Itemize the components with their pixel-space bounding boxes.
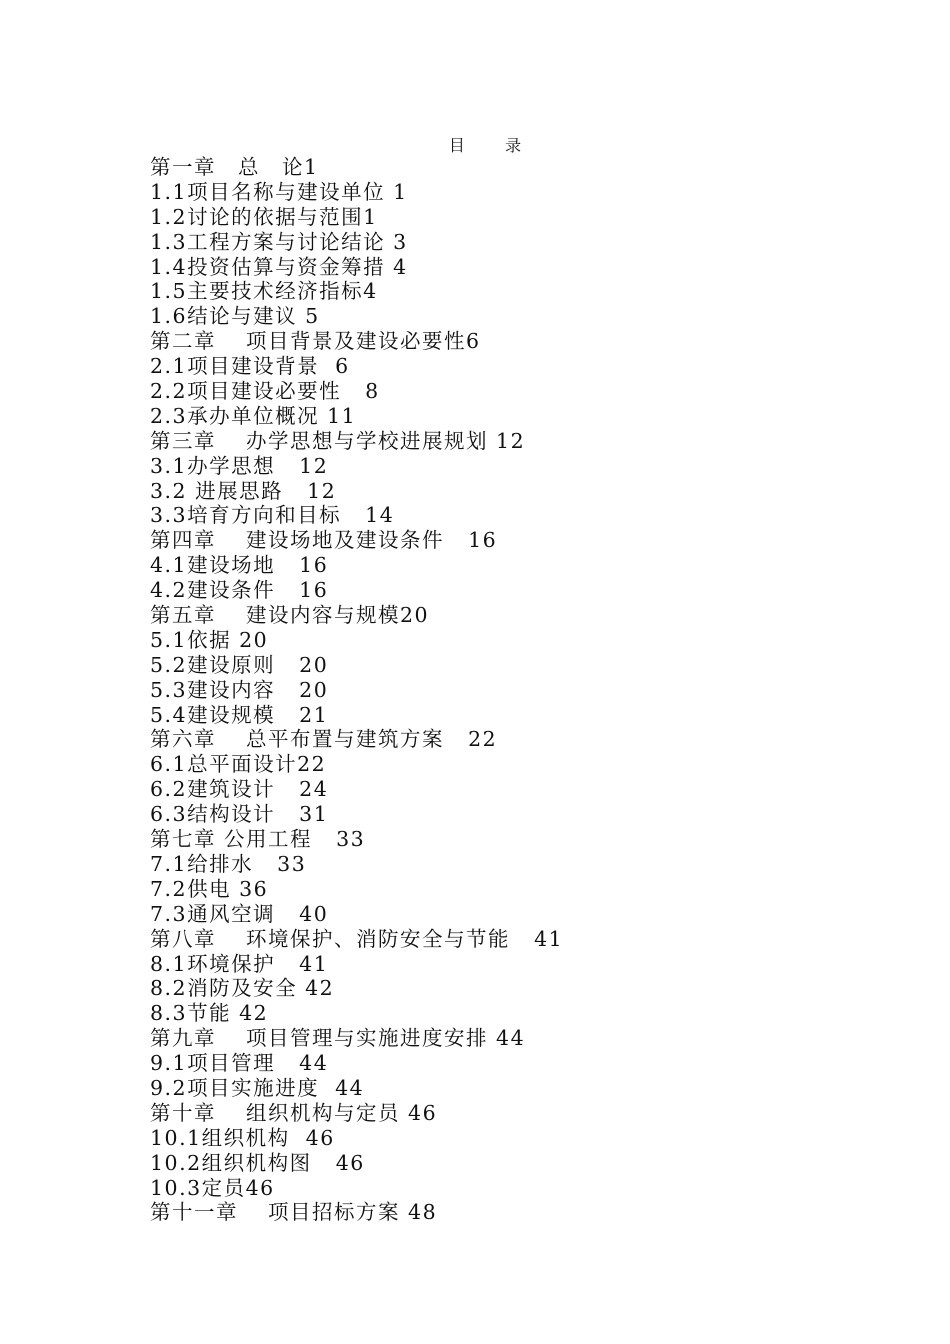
toc-entry: 7.3通风空调 40 <box>150 901 329 926</box>
toc-entry: 7.1给排水 33 <box>150 851 307 876</box>
toc-entry: 1.2讨论的依据与范围1 <box>150 204 378 229</box>
toc-entry: 第三章 办学思想与学校进展规划 12 <box>150 428 526 453</box>
toc-entry: 第二章 项目背景及建设必要性6 <box>150 329 481 354</box>
toc-entry: 4.1建设场地 16 <box>150 553 329 578</box>
toc-entry: 2.3承办单位概况 11 <box>150 403 357 428</box>
toc-entry: 第一章 总 论1 <box>150 155 319 179</box>
toc-entry: 8.3节能 42 <box>150 1001 269 1026</box>
toc-entry: 3.3培育方向和目标 14 <box>150 503 395 528</box>
toc-entry: 第五章 建设内容与规模20 <box>150 603 430 628</box>
toc-entry: 8.2消防及安全 42 <box>150 976 335 1001</box>
toc-entry: 第四章 建设场地及建设条件 16 <box>150 528 498 553</box>
toc-entry: 9.2项目实施进度 44 <box>150 1075 365 1100</box>
toc-entry: 6.1总平面设计22 <box>150 752 327 777</box>
toc-entry: 5.4建设规模 21 <box>150 702 329 727</box>
toc-entry: 第七章 公用工程 33 <box>150 827 366 852</box>
toc-entry: 9.1项目管理 44 <box>150 1051 329 1076</box>
toc-entry: 第十一章 项目招标方案 48 <box>150 1200 438 1225</box>
toc-entry: 5.2建设原则 20 <box>150 652 329 677</box>
toc-entry: 1.4投资估算与资金筹措 4 <box>150 254 408 279</box>
toc-entry: 第九章 项目管理与实施进度安排 44 <box>150 1026 526 1051</box>
table-of-contents <box>150 155 850 1225</box>
toc-entry: 1.5主要技术经济指标4 <box>150 279 378 304</box>
toc-entry: 6.3结构设计 31 <box>150 802 329 827</box>
toc-entry: 8.1环境保护 41 <box>150 951 329 976</box>
toc-entry: 1.6结论与建议 5 <box>150 304 320 329</box>
toc-entry: 6.2建筑设计 24 <box>150 777 329 802</box>
toc-entry: 2.2项目建设必要性 8 <box>150 379 380 404</box>
toc-entry: 5.1依据 20 <box>150 627 269 652</box>
toc-title: 目 录 <box>448 136 532 155</box>
toc-entry: 10.1组织机构 46 <box>150 1125 335 1150</box>
toc-entry: 10.3定员46 <box>150 1175 275 1200</box>
toc-entry: 3.1办学思想 12 <box>150 453 329 478</box>
toc-entry: 7.2供电 36 <box>150 876 269 901</box>
toc-entry: 4.2建设条件 16 <box>150 578 329 603</box>
toc-entry: 第六章 总平布置与建筑方案 22 <box>150 727 498 752</box>
toc-entry: 3.2 进展思路 12 <box>150 478 337 503</box>
toc-entry: 1.1项目名称与建设单位 1 <box>150 179 408 204</box>
toc-entry: 第十章 组织机构与定员 46 <box>150 1100 438 1125</box>
toc-entry: 5.3建设内容 20 <box>150 677 329 702</box>
toc-entry: 2.1项目建设背景 6 <box>150 354 350 379</box>
toc-entry: 1.3工程方案与讨论结论 3 <box>150 229 408 254</box>
toc-entry: 10.2组织机构图 46 <box>150 1150 365 1175</box>
toc-entry: 第八章 环境保护、消防安全与节能 41 <box>150 926 564 951</box>
